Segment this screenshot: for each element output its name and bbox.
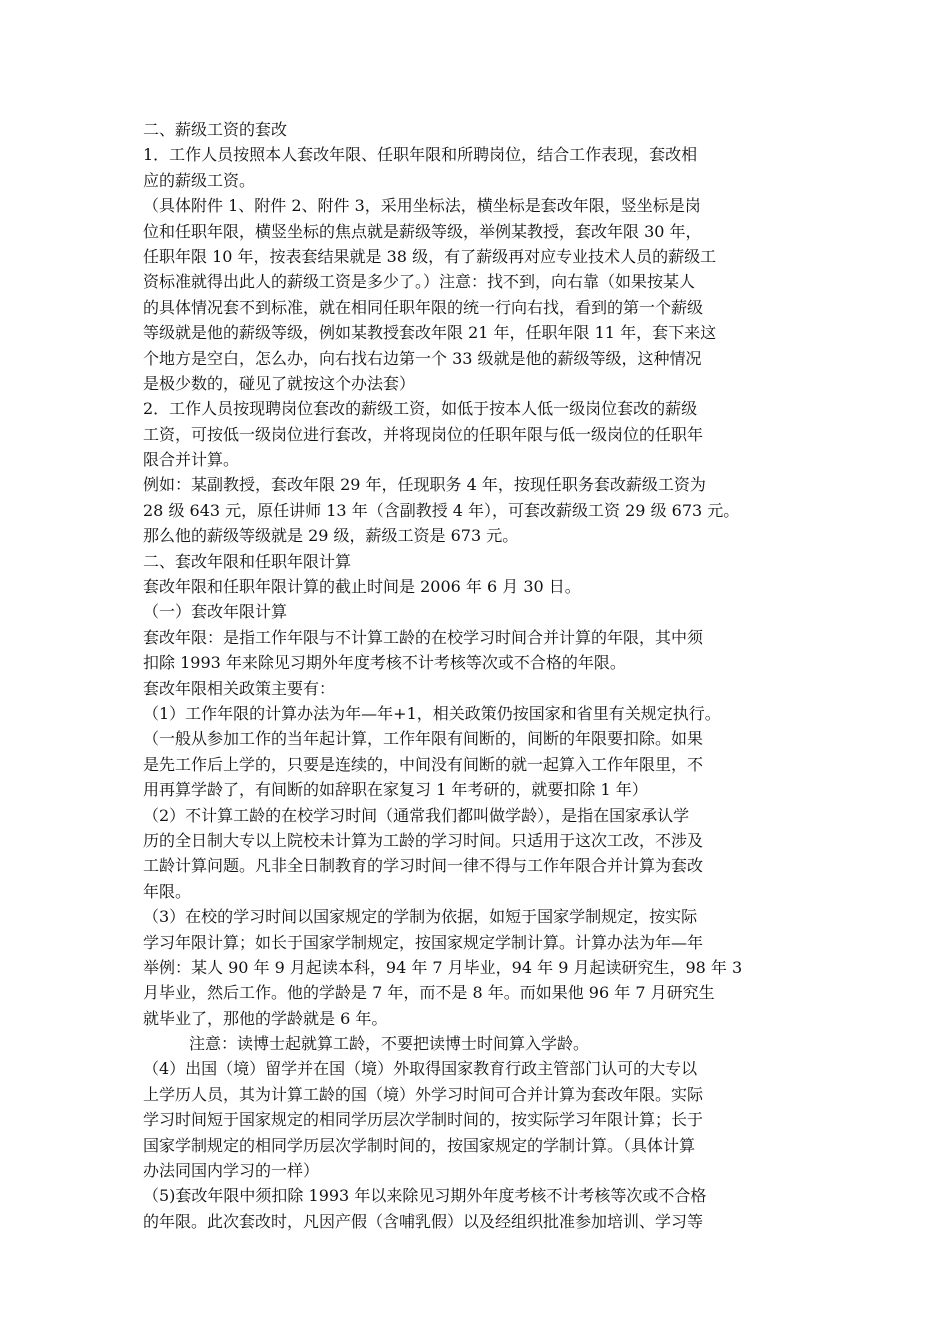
- paragraph-line: 工龄计算问题。凡非全日制教育的学习时间一律不得与工作年限合并计算为套改: [143, 856, 704, 876]
- paragraph-line: 国家学制规定的相同学历层次学制时间的，按国家规定的学制计算。（具体计算: [143, 1135, 696, 1155]
- section-heading: 二、薪级工资的套改: [143, 120, 288, 139]
- paragraph-line: 个地方是空白，怎么办，向右找右边第一个 33 级就是他的薪级等级，这种情况: [143, 348, 702, 368]
- paragraph-line: 资标准就得出此人的薪级工资是多少了。）注意：找不到，向右靠（如果按某人: [143, 272, 696, 292]
- paragraph-line: （2）不计算工龄的在校学习时间（通常我们都叫做学龄），是指在国家承认学: [143, 805, 690, 825]
- paragraph-line: （具体附件 1、附件 2、附件 3，采用坐标法，横坐标是套改年限，竖坐标是岗: [143, 196, 701, 216]
- paragraph-line: 的年限。此次套改时，凡因产假（含哺乳假）以及经组织批准参加培训、学习等: [143, 1211, 704, 1231]
- paragraph-line: （3）在校的学习时间以国家规定的学制为依据，如短于国家学制规定，按实际: [143, 907, 698, 927]
- subsection-heading: （一）套改年限计算: [143, 602, 288, 622]
- paragraph-line: 套改年限相关政策主要有：: [143, 678, 336, 698]
- section-heading: 二、套改年限和任职年限计算: [143, 551, 352, 571]
- paragraph-line: 举例：某人 90 年 9 月起读本科，94 年 7 月毕业，94 年 9 月起读研究生，98 年 3: [143, 957, 743, 977]
- paragraph-line: 任职年限 10 年，按表套结果就是 38 级，有了薪级再对应专业技术人员的薪级工: [143, 246, 717, 266]
- paragraph-line: 办法同国内学习的一样）: [143, 1161, 320, 1181]
- paragraph-line: 扣除 1993 年来除见习期外年度考核不计考核等次或不合格的年限。: [143, 653, 626, 673]
- paragraph-line: 就毕业了，那他的学龄就是 6 年。: [143, 1008, 388, 1028]
- paragraph-line: 那么他的薪级等级就是 29 级，薪级工资是 673 元。: [143, 526, 519, 546]
- paragraph-line: （5)套改年限中须扣除 1993 年以来除见习期外年度考核不计考核等次或不合格: [143, 1186, 707, 1206]
- paragraph-line: 等级就是他的薪级等级，例如某教授套改年限 21 年，任职年限 11 年，套下来这: [143, 323, 717, 343]
- paragraph-line: 学习时间短于国家规定的相同学历层次学制时间的，按实际学习年限计算；长于: [143, 1110, 704, 1130]
- paragraph-line: 学习年限计算；如长于国家学制规定，按国家规定学制计算。计算办法为年—年: [143, 932, 704, 952]
- paragraph-line: 套改年限：是指工作年限与不计算工龄的在校学习时间合并计算的年限，其中须: [143, 627, 704, 647]
- paragraph-line: 月毕业，然后工作。他的学龄是 7 年，而不是 8 年。而如果他 96 年 7 月研究生: [143, 983, 715, 1003]
- paragraph-line: 1．工作人员按照本人套改年限、任职年限和所聘岗位，结合工作表现，套改相: [143, 145, 698, 165]
- paragraph-line: 应的薪级工资。: [143, 170, 256, 190]
- paragraph-line: 历的全日制大专以上院校未计算为工龄的学习时间。只适用于这次工改，不涉及: [143, 830, 704, 850]
- paragraph-line: 是先工作后上学的，只要是连续的，中间没有间断的就一起算入工作年限里，不: [143, 754, 704, 774]
- paragraph-line: （4）出国（境）留学并在国（境）外取得国家教育行政主管部门认可的大专以: [143, 1059, 698, 1079]
- paragraph-line: 是极少数的，碰见了就按这个办法套）: [143, 373, 416, 393]
- paragraph-line: 位和任职年限，横竖坐标的焦点就是薪级等级，举例某教授，套改年限 30 年，: [143, 221, 702, 241]
- document-body: [143, 117, 833, 1234]
- paragraph-line: （1）工作年限的计算办法为年—年+1，相关政策仍按国家和省里有关规定执行。: [143, 703, 721, 723]
- paragraph-line: 用再算学龄了，有间断的如辞职在家复习 1 年考研的，就要扣除 1 年）: [143, 780, 648, 800]
- paragraph-line: 限合并计算。: [143, 450, 240, 470]
- paragraph-line: 28 级 643 元，原任讲师 13 年（含副教授 4 年），可套改薪级工资 29 级 673 元。: [143, 500, 740, 520]
- paragraph-line: （一般从参加工作的当年起计算，工作年限有间断的，间断的年限要扣除。如果: [143, 729, 704, 749]
- note-line: 注意：读博士起就算工龄，不要把读博士时间算入学龄。: [189, 1034, 590, 1054]
- paragraph-line: 例如：某副教授，套改年限 29 年，任现职务 4 年，按现任职务套改薪级工资为: [143, 475, 706, 495]
- paragraph-line: 年限。: [143, 881, 192, 901]
- paragraph-line: 2．工作人员按现聘岗位套改的薪级工资，如低于按本人低一级岗位套改的薪级: [143, 399, 698, 419]
- paragraph-line: 的具体情况套不到标准，就在相同任职年限的统一行向右找，看到的第一个薪级: [143, 297, 704, 317]
- paragraph-line: 套改年限和任职年限计算的截止时间是 2006 年 6 月 30 日。: [143, 577, 581, 597]
- paragraph-line: 上学历人员，其为计算工龄的国（境）外学习时间可合并计算为套改年限。实际: [143, 1084, 704, 1104]
- paragraph-line: 工资，可按低一级岗位进行套改，并将现岗位的任职年限与低一级岗位的任职年: [143, 424, 704, 444]
